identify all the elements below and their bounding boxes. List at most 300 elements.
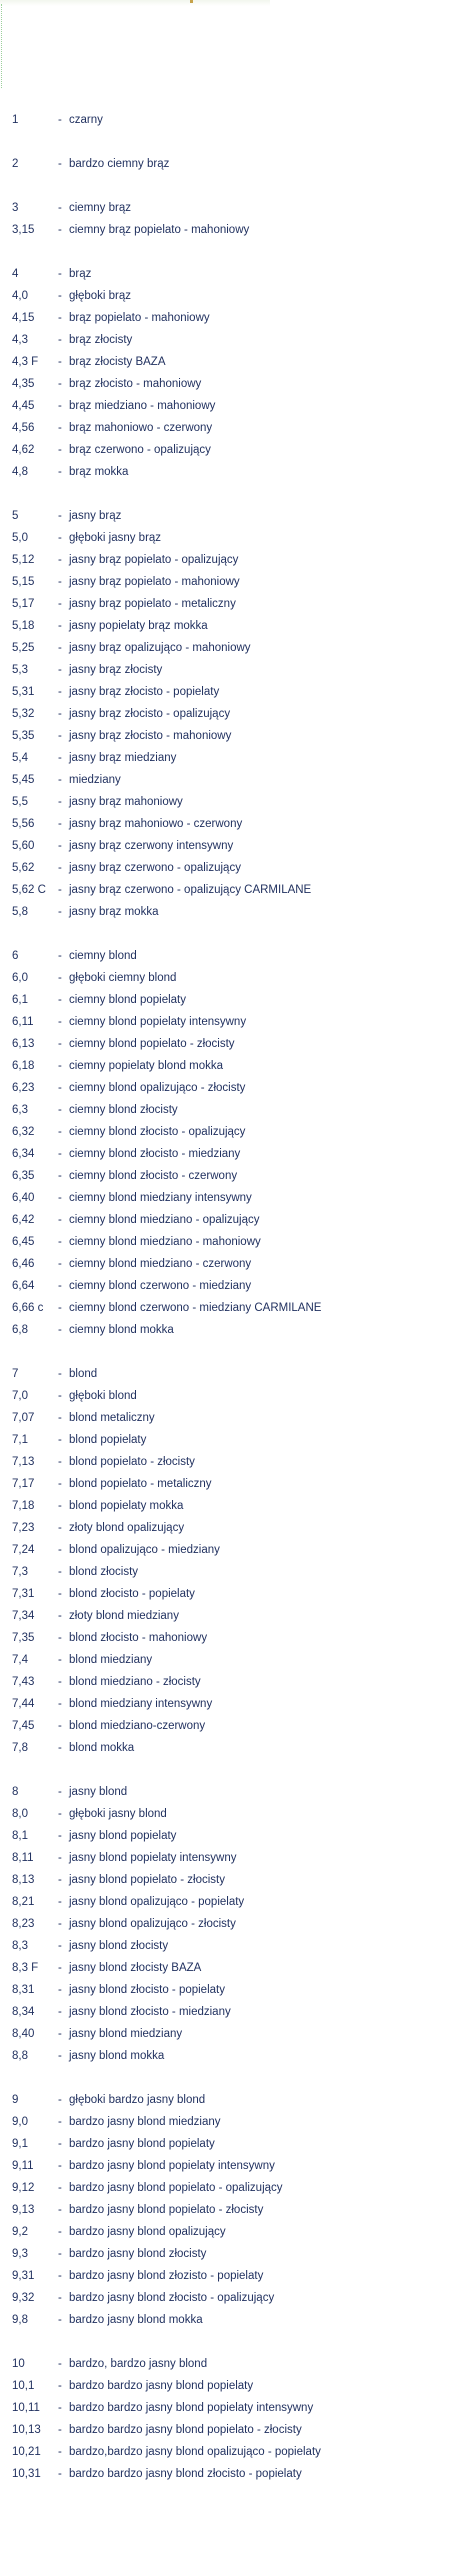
shade-name: ciemny brąz bbox=[69, 202, 131, 214]
shade-code: 9 bbox=[12, 2094, 19, 2106]
shade-name: jasny brąz mokka bbox=[69, 906, 159, 918]
shade-code: 5,31 bbox=[12, 686, 35, 698]
shade-name: jasny brąz złocisto - popielaty bbox=[69, 686, 220, 698]
shade-name: jasny brąz popielato - opalizujący bbox=[69, 554, 239, 566]
separator-dash: - bbox=[58, 400, 62, 412]
shade-name: ciemny blond złocisty bbox=[69, 1104, 178, 1116]
shade-name: głęboki bardzo jasny blond bbox=[69, 2094, 206, 2106]
separator-dash: - bbox=[58, 510, 62, 522]
separator-dash: - bbox=[58, 1456, 62, 1468]
separator-dash: - bbox=[58, 356, 62, 368]
shade-code: 10,13 bbox=[12, 2424, 41, 2436]
shade-name: jasny brąz opalizująco - mahoniowy bbox=[69, 642, 251, 654]
shade-code: 5,45 bbox=[12, 774, 35, 786]
shade-code: 9,2 bbox=[12, 2226, 28, 2238]
shade-code: 6,45 bbox=[12, 1236, 35, 1248]
separator-dash: - bbox=[58, 752, 62, 764]
separator-dash: - bbox=[58, 730, 62, 742]
shade-name: jasny brąz złocisto - mahoniowy bbox=[69, 730, 232, 742]
shade-code: 10,31 bbox=[12, 2468, 41, 2480]
shade-name: bardzo jasny blond popielato - złocisty bbox=[69, 2204, 264, 2216]
separator-dash: - bbox=[58, 2380, 62, 2392]
separator-dash: - bbox=[58, 906, 62, 918]
shade-name: bardzo jasny blond opalizujący bbox=[69, 2226, 226, 2238]
shade-name: czarny bbox=[69, 114, 103, 126]
separator-dash: - bbox=[58, 972, 62, 984]
shade-name: jasny blond opalizująco - złocisty bbox=[69, 1918, 236, 1930]
shade-name: brąz miedziano - mahoniowy bbox=[69, 400, 216, 412]
separator-dash: - bbox=[58, 1896, 62, 1908]
separator-dash: - bbox=[58, 312, 62, 324]
shade-name: bardzo bardzo jasny blond złocisto - popielaty bbox=[69, 2468, 302, 2480]
shade-code: 6,35 bbox=[12, 1170, 35, 1182]
shade-name: bardzo jasny blond złocisto - opalizujący bbox=[69, 2292, 275, 2304]
shade-code: 7,31 bbox=[12, 1588, 35, 1600]
shade-name: brąz złocisty bbox=[69, 334, 133, 346]
shade-name: ciemny blond złocisto - miedziany bbox=[69, 1148, 241, 1160]
shade-code: 8,13 bbox=[12, 1874, 35, 1886]
shade-code: 7,35 bbox=[12, 1632, 35, 1644]
separator-dash: - bbox=[58, 620, 62, 632]
separator-dash: - bbox=[58, 1676, 62, 1688]
shade-name: brąz mokka bbox=[69, 466, 129, 478]
separator-dash: - bbox=[58, 1104, 62, 1116]
separator-dash: - bbox=[58, 2050, 62, 2062]
separator-dash: - bbox=[58, 774, 62, 786]
shade-code: 5,12 bbox=[12, 554, 35, 566]
shade-code: 8,0 bbox=[12, 1808, 28, 1820]
separator-dash: - bbox=[58, 1324, 62, 1336]
shade-code: 7,13 bbox=[12, 1456, 35, 1468]
shade-name: blond złocisto - popielaty bbox=[69, 1588, 195, 1600]
shade-code: 6,40 bbox=[12, 1192, 35, 1204]
shade-code: 6,1 bbox=[12, 994, 28, 1006]
separator-dash: - bbox=[58, 2138, 62, 2150]
separator-dash: - bbox=[58, 422, 62, 434]
shade-name: ciemny blond miedziano - opalizujący bbox=[69, 1214, 260, 1226]
shade-name: jasny blond złocisty bbox=[69, 1940, 169, 1952]
shade-name: blond miedziany intensywny bbox=[69, 1698, 213, 1710]
shade-name: blond popielaty mokka bbox=[69, 1500, 184, 1512]
shade-code: 9,0 bbox=[12, 2116, 28, 2128]
separator-dash: - bbox=[58, 1148, 62, 1160]
shade-name: bardzo bardzo jasny blond popielaty bbox=[69, 2380, 254, 2392]
shade-code: 7,4 bbox=[12, 1654, 28, 1666]
shade-name: blond miedziano-czerwony bbox=[69, 1720, 206, 1732]
separator-dash: - bbox=[58, 1852, 62, 1864]
shade-name: ciemny blond złocisto - opalizujący bbox=[69, 1126, 246, 1138]
shade-code: 8,3 bbox=[12, 1940, 28, 1952]
separator-dash: - bbox=[58, 1214, 62, 1226]
separator-dash: - bbox=[58, 1412, 62, 1424]
shade-code: 7,0 bbox=[12, 1390, 28, 1402]
separator-dash: - bbox=[58, 334, 62, 346]
shade-code: 8 bbox=[12, 1786, 19, 1798]
separator-dash: - bbox=[58, 840, 62, 852]
shade-name: ciemny blond popielato - złocisty bbox=[69, 1038, 235, 1050]
top-edge-strip bbox=[0, 0, 270, 6]
shade-name: jasny brąz czerwony intensywny bbox=[69, 840, 234, 852]
shade-name: ciemny blond czerwono - miedziany CARMILANE bbox=[69, 1302, 322, 1314]
shade-code: 7,44 bbox=[12, 1698, 35, 1710]
separator-dash: - bbox=[58, 1192, 62, 1204]
shade-code: 7,45 bbox=[12, 1720, 35, 1732]
shade-name: jasny popielaty brąz mokka bbox=[69, 620, 208, 632]
separator-dash: - bbox=[58, 950, 62, 962]
shade-code: 6 bbox=[12, 950, 19, 962]
shade-code: 8,3 F bbox=[12, 1962, 39, 1974]
separator-dash: - bbox=[58, 576, 62, 588]
separator-dash: - bbox=[58, 466, 62, 478]
shade-name: ciemny blond miedziano - mahoniowy bbox=[69, 1236, 261, 1248]
separator-dash: - bbox=[58, 114, 62, 126]
separator-dash: - bbox=[58, 2006, 62, 2018]
shade-code: 7,34 bbox=[12, 1610, 35, 1622]
shade-code: 6,64 bbox=[12, 1280, 35, 1292]
shade-code: 10,1 bbox=[12, 2380, 35, 2392]
shade-name: ciemny brąz popielato - mahoniowy bbox=[69, 224, 250, 236]
shade-name: jasny brąz złocisto - opalizujący bbox=[69, 708, 231, 720]
shade-name: brąz złocisty BAZA bbox=[69, 356, 166, 368]
shade-code: 2 bbox=[12, 158, 19, 170]
separator-dash: - bbox=[58, 2358, 62, 2370]
shade-name: brąz popielato - mahoniowy bbox=[69, 312, 210, 324]
shade-code: 7,43 bbox=[12, 1676, 35, 1688]
shade-code: 9,12 bbox=[12, 2182, 35, 2194]
shade-code: 3,15 bbox=[12, 224, 35, 236]
shade-code: 4,15 bbox=[12, 312, 35, 324]
shade-code: 9,8 bbox=[12, 2314, 28, 2326]
separator-dash: - bbox=[58, 1588, 62, 1600]
separator-dash: - bbox=[58, 1632, 62, 1644]
separator-dash: - bbox=[58, 202, 62, 214]
shade-code: 10 bbox=[12, 2358, 25, 2370]
shade-code: 6,66 c bbox=[12, 1302, 44, 1314]
shade-code: 8,31 bbox=[12, 1984, 35, 1996]
separator-dash: - bbox=[58, 1368, 62, 1380]
shade-name: bardzo bardzo jasny blond popielato - złocisty bbox=[69, 2424, 302, 2436]
shade-name: brąz mahoniowo - czerwony bbox=[69, 422, 213, 434]
shade-name: blond popielato - metaliczny bbox=[69, 1478, 212, 1490]
shade-code: 5,35 bbox=[12, 730, 35, 742]
shade-code: 7,23 bbox=[12, 1522, 35, 1534]
separator-dash: - bbox=[58, 2160, 62, 2172]
separator-dash: - bbox=[58, 2094, 62, 2106]
shade-code: 6,23 bbox=[12, 1082, 35, 1094]
shade-name: złoty blond opalizujący bbox=[69, 1522, 185, 1534]
shade-name: blond opalizująco - miedziany bbox=[69, 1544, 220, 1556]
separator-dash: - bbox=[58, 1302, 62, 1314]
shade-code: 6,11 bbox=[12, 1016, 34, 1028]
shade-name: bardzo jasny blond popielaty intensywny bbox=[69, 2160, 275, 2172]
shade-code: 6,46 bbox=[12, 1258, 35, 1270]
shade-code: 7 bbox=[12, 1368, 19, 1380]
shade-code: 5,18 bbox=[12, 620, 35, 632]
left-guide-line bbox=[1, 4, 3, 88]
shade-code: 7,07 bbox=[12, 1412, 35, 1424]
shade-code: 7,18 bbox=[12, 1500, 35, 1512]
separator-dash: - bbox=[58, 378, 62, 390]
shade-name: bardzo bardzo jasny blond popielaty intensywny bbox=[69, 2402, 314, 2414]
shade-name: blond popielato - złocisty bbox=[69, 1456, 195, 1468]
separator-dash: - bbox=[58, 1522, 62, 1534]
shade-name: blond miedziany bbox=[69, 1654, 153, 1666]
shade-code: 4,0 bbox=[12, 290, 28, 302]
shade-name: jasny blond złocisto - miedziany bbox=[69, 2006, 231, 2018]
shade-code: 9,11 bbox=[12, 2160, 34, 2172]
shade-name: głęboki brąz bbox=[69, 290, 132, 302]
shade-name: głęboki blond bbox=[69, 1390, 137, 1402]
shade-name: jasny brąz złocisty bbox=[69, 664, 163, 676]
separator-dash: - bbox=[58, 1478, 62, 1490]
shade-name: jasny brąz popielato - metaliczny bbox=[69, 598, 236, 610]
shade-code: 6,42 bbox=[12, 1214, 35, 1226]
separator-dash: - bbox=[58, 1500, 62, 1512]
shade-name: jasny blond złocisto - popielaty bbox=[69, 1984, 225, 1996]
shade-code: 6,32 bbox=[12, 1126, 35, 1138]
shade-code: 3 bbox=[12, 202, 19, 214]
separator-dash: - bbox=[58, 1808, 62, 1820]
separator-dash: - bbox=[58, 1698, 62, 1710]
separator-dash: - bbox=[58, 1126, 62, 1138]
shade-code: 8,40 bbox=[12, 2028, 35, 2040]
shade-name: jasny brąz mahoniowo - czerwony bbox=[69, 818, 243, 830]
shade-name: jasny blond mokka bbox=[69, 2050, 165, 2062]
separator-dash: - bbox=[58, 2248, 62, 2260]
shade-code: 7,24 bbox=[12, 1544, 35, 1556]
shade-name: jasny blond popielaty bbox=[69, 1830, 177, 1842]
shade-code: 5 bbox=[12, 510, 19, 522]
shade-name: blond złocisto - mahoniowy bbox=[69, 1632, 208, 1644]
separator-dash: - bbox=[58, 1654, 62, 1666]
separator-dash: - bbox=[58, 158, 62, 170]
shade-name: jasny brąz czerwono - opalizujący bbox=[69, 862, 241, 874]
separator-dash: - bbox=[58, 2446, 62, 2458]
shade-name: bardzo jasny blond złocisty bbox=[69, 2248, 207, 2260]
shade-code: 8,23 bbox=[12, 1918, 35, 1930]
shade-code: 4 bbox=[12, 268, 19, 280]
shade-code: 5,32 bbox=[12, 708, 35, 720]
shade-name: bardzo jasny blond popielaty bbox=[69, 2138, 215, 2150]
shade-code: 6,8 bbox=[12, 1324, 28, 1336]
shade-name: bardzo, bardzo jasny blond bbox=[69, 2358, 208, 2370]
shade-name: jasny blond popielato - złocisty bbox=[69, 1874, 225, 1886]
shade-code: 4,45 bbox=[12, 400, 35, 412]
shade-code: 9,13 bbox=[12, 2204, 35, 2216]
shade-name: blond metaliczny bbox=[69, 1412, 155, 1424]
shade-code: 4,35 bbox=[12, 378, 35, 390]
separator-dash: - bbox=[58, 2424, 62, 2436]
shade-code: 5,56 bbox=[12, 818, 35, 830]
separator-dash: - bbox=[58, 1016, 62, 1028]
shade-code: 6,0 bbox=[12, 972, 28, 984]
separator-dash: - bbox=[58, 1786, 62, 1798]
shade-name: jasny brąz miedziany bbox=[69, 752, 177, 764]
separator-dash: - bbox=[58, 598, 62, 610]
shade-code: 6,13 bbox=[12, 1038, 35, 1050]
separator-dash: - bbox=[58, 862, 62, 874]
separator-dash: - bbox=[58, 1082, 62, 1094]
shade-code: 5,4 bbox=[12, 752, 28, 764]
separator-dash: - bbox=[58, 1984, 62, 1996]
shade-name: jasny blond złocisty BAZA bbox=[69, 1962, 202, 1974]
separator-dash: - bbox=[58, 1566, 62, 1578]
separator-dash: - bbox=[58, 994, 62, 1006]
shade-name: ciemny blond opalizująco - złocisty bbox=[69, 1082, 246, 1094]
shade-name: głęboki ciemny blond bbox=[69, 972, 177, 984]
shade-name: blond mokka bbox=[69, 1742, 135, 1754]
separator-dash: - bbox=[58, 708, 62, 720]
separator-dash: - bbox=[58, 2270, 62, 2282]
shade-name: głęboki jasny blond bbox=[69, 1808, 167, 1820]
shade-name: jasny brąz popielato - mahoniowy bbox=[69, 576, 240, 588]
shade-name: złoty blond miedziany bbox=[69, 1610, 179, 1622]
shade-code: 9,32 bbox=[12, 2292, 35, 2304]
separator-dash: - bbox=[58, 1170, 62, 1182]
shade-name: jasny blond opalizująco - popielaty bbox=[69, 1896, 245, 1908]
shade-code: 5,60 bbox=[12, 840, 35, 852]
separator-dash: - bbox=[58, 664, 62, 676]
shade-code: 8,11 bbox=[12, 1852, 34, 1864]
shade-code: 10,11 bbox=[12, 2402, 40, 2414]
shade-code: 6,18 bbox=[12, 1060, 35, 1072]
separator-dash: - bbox=[58, 444, 62, 456]
separator-dash: - bbox=[58, 2314, 62, 2326]
separator-dash: - bbox=[58, 642, 62, 654]
shade-name: jasny blond popielaty intensywny bbox=[69, 1852, 237, 1864]
separator-dash: - bbox=[58, 2468, 62, 2480]
separator-dash: - bbox=[58, 290, 62, 302]
shade-name: głęboki jasny brąz bbox=[69, 532, 162, 544]
shade-name: blond złocisty bbox=[69, 1566, 139, 1578]
shade-code: 6,34 bbox=[12, 1148, 35, 1160]
separator-dash: - bbox=[58, 1610, 62, 1622]
shade-code: 8,21 bbox=[12, 1896, 35, 1908]
shade-name: bardzo jasny blond miedziany bbox=[69, 2116, 221, 2128]
shade-code: 4,56 bbox=[12, 422, 35, 434]
separator-dash: - bbox=[58, 2028, 62, 2040]
separator-dash: - bbox=[58, 1258, 62, 1270]
separator-dash: - bbox=[58, 1918, 62, 1930]
separator-dash: - bbox=[58, 1038, 62, 1050]
separator-dash: - bbox=[58, 1280, 62, 1292]
shade-code: 1 bbox=[12, 114, 19, 126]
separator-dash: - bbox=[58, 224, 62, 236]
shade-code: 9,3 bbox=[12, 2248, 28, 2260]
separator-dash: - bbox=[58, 1434, 62, 1446]
shade-code: 7,17 bbox=[12, 1478, 35, 1490]
separator-dash: - bbox=[58, 1236, 62, 1248]
shade-name: blond miedziano - złocisty bbox=[69, 1676, 201, 1688]
shade-code: 5,8 bbox=[12, 906, 28, 918]
separator-dash: - bbox=[58, 796, 62, 808]
shade-name: bardzo,bardzo jasny blond opalizująco - popielaty bbox=[69, 2446, 321, 2458]
shade-code: 4,62 bbox=[12, 444, 35, 456]
separator-dash: - bbox=[58, 818, 62, 830]
shade-name: miedziany bbox=[69, 774, 121, 786]
shade-code: 9,1 bbox=[12, 2138, 28, 2150]
shade-code: 5,25 bbox=[12, 642, 35, 654]
shade-name: jasny brąz bbox=[69, 510, 122, 522]
shade-name: bardzo jasny blond popielato - opalizujący bbox=[69, 2182, 283, 2194]
shade-code: 4,3 bbox=[12, 334, 28, 346]
shade-code: 4,3 F bbox=[12, 356, 39, 368]
shade-name: ciemny blond czerwono - miedziany bbox=[69, 1280, 252, 1292]
shade-code: 5,0 bbox=[12, 532, 28, 544]
separator-dash: - bbox=[58, 1390, 62, 1402]
separator-dash: - bbox=[58, 1940, 62, 1952]
separator-dash: - bbox=[58, 686, 62, 698]
shade-name: bardzo jasny blond mokka bbox=[69, 2314, 203, 2326]
separator-dash: - bbox=[58, 2402, 62, 2414]
shade-code: 6,3 bbox=[12, 1104, 28, 1116]
shade-name: brąz bbox=[69, 268, 92, 280]
separator-dash: - bbox=[58, 2204, 62, 2216]
shade-code: 5,5 bbox=[12, 796, 28, 808]
shade-name: jasny blond bbox=[69, 1786, 128, 1798]
shade-name: brąz złocisto - mahoniowy bbox=[69, 378, 202, 390]
top-marker bbox=[190, 0, 193, 3]
shade-name: blond bbox=[69, 1368, 98, 1380]
separator-dash: - bbox=[58, 1720, 62, 1732]
shade-name: jasny blond miedziany bbox=[69, 2028, 183, 2040]
shade-code: 8,8 bbox=[12, 2050, 28, 2062]
separator-dash: - bbox=[58, 2226, 62, 2238]
shade-code: 5,17 bbox=[12, 598, 35, 610]
shade-code: 7,1 bbox=[12, 1434, 28, 1446]
separator-dash: - bbox=[58, 884, 62, 896]
shade-code: 4,8 bbox=[12, 466, 28, 478]
shade-code: 7,3 bbox=[12, 1566, 28, 1578]
separator-dash: - bbox=[58, 1742, 62, 1754]
shade-code: 5,15 bbox=[12, 576, 35, 588]
separator-dash: - bbox=[58, 1874, 62, 1886]
shade-name: blond popielaty bbox=[69, 1434, 147, 1446]
shade-name: bardzo jasny blond złozisto - popielaty bbox=[69, 2270, 264, 2282]
separator-dash: - bbox=[58, 2116, 62, 2128]
shade-name: jasny brąz czerwono - opalizujący CARMILANE bbox=[69, 884, 312, 896]
shade-name: jasny brąz mahoniowy bbox=[69, 796, 183, 808]
shade-name: ciemny popielaty blond mokka bbox=[69, 1060, 224, 1072]
shade-code: 5,62 bbox=[12, 862, 35, 874]
separator-dash: - bbox=[58, 532, 62, 544]
shade-code: 10,21 bbox=[12, 2446, 41, 2458]
shade-name: ciemny blond popielaty intensywny bbox=[69, 1016, 247, 1028]
shade-name: ciemny blond złocisto - czerwony bbox=[69, 1170, 238, 1182]
shade-name: ciemny blond mokka bbox=[69, 1324, 174, 1336]
shade-code: 9,31 bbox=[12, 2270, 35, 2282]
shade-name: ciemny blond miedziano - czerwony bbox=[69, 1258, 252, 1270]
shade-name: ciemny blond miedziany intensywny bbox=[69, 1192, 252, 1204]
shade-name: ciemny blond popielaty bbox=[69, 994, 186, 1006]
separator-dash: - bbox=[58, 2182, 62, 2194]
separator-dash: - bbox=[58, 554, 62, 566]
shade-name: bardzo ciemny brąz bbox=[69, 158, 170, 170]
separator-dash: - bbox=[58, 1830, 62, 1842]
separator-dash: - bbox=[58, 1060, 62, 1072]
shade-name: brąz czerwono - opalizujący bbox=[69, 444, 211, 456]
shade-code: 5,62 C bbox=[12, 884, 46, 896]
shade-code: 8,1 bbox=[12, 1830, 28, 1842]
separator-dash: - bbox=[58, 1544, 62, 1556]
shade-code: 8,34 bbox=[12, 2006, 35, 2018]
shade-code: 5,3 bbox=[12, 664, 28, 676]
shade-name: ciemny blond bbox=[69, 950, 137, 962]
shade-code: 7,8 bbox=[12, 1742, 28, 1754]
separator-dash: - bbox=[58, 268, 62, 280]
separator-dash: - bbox=[58, 1962, 62, 1974]
separator-dash: - bbox=[58, 2292, 62, 2304]
